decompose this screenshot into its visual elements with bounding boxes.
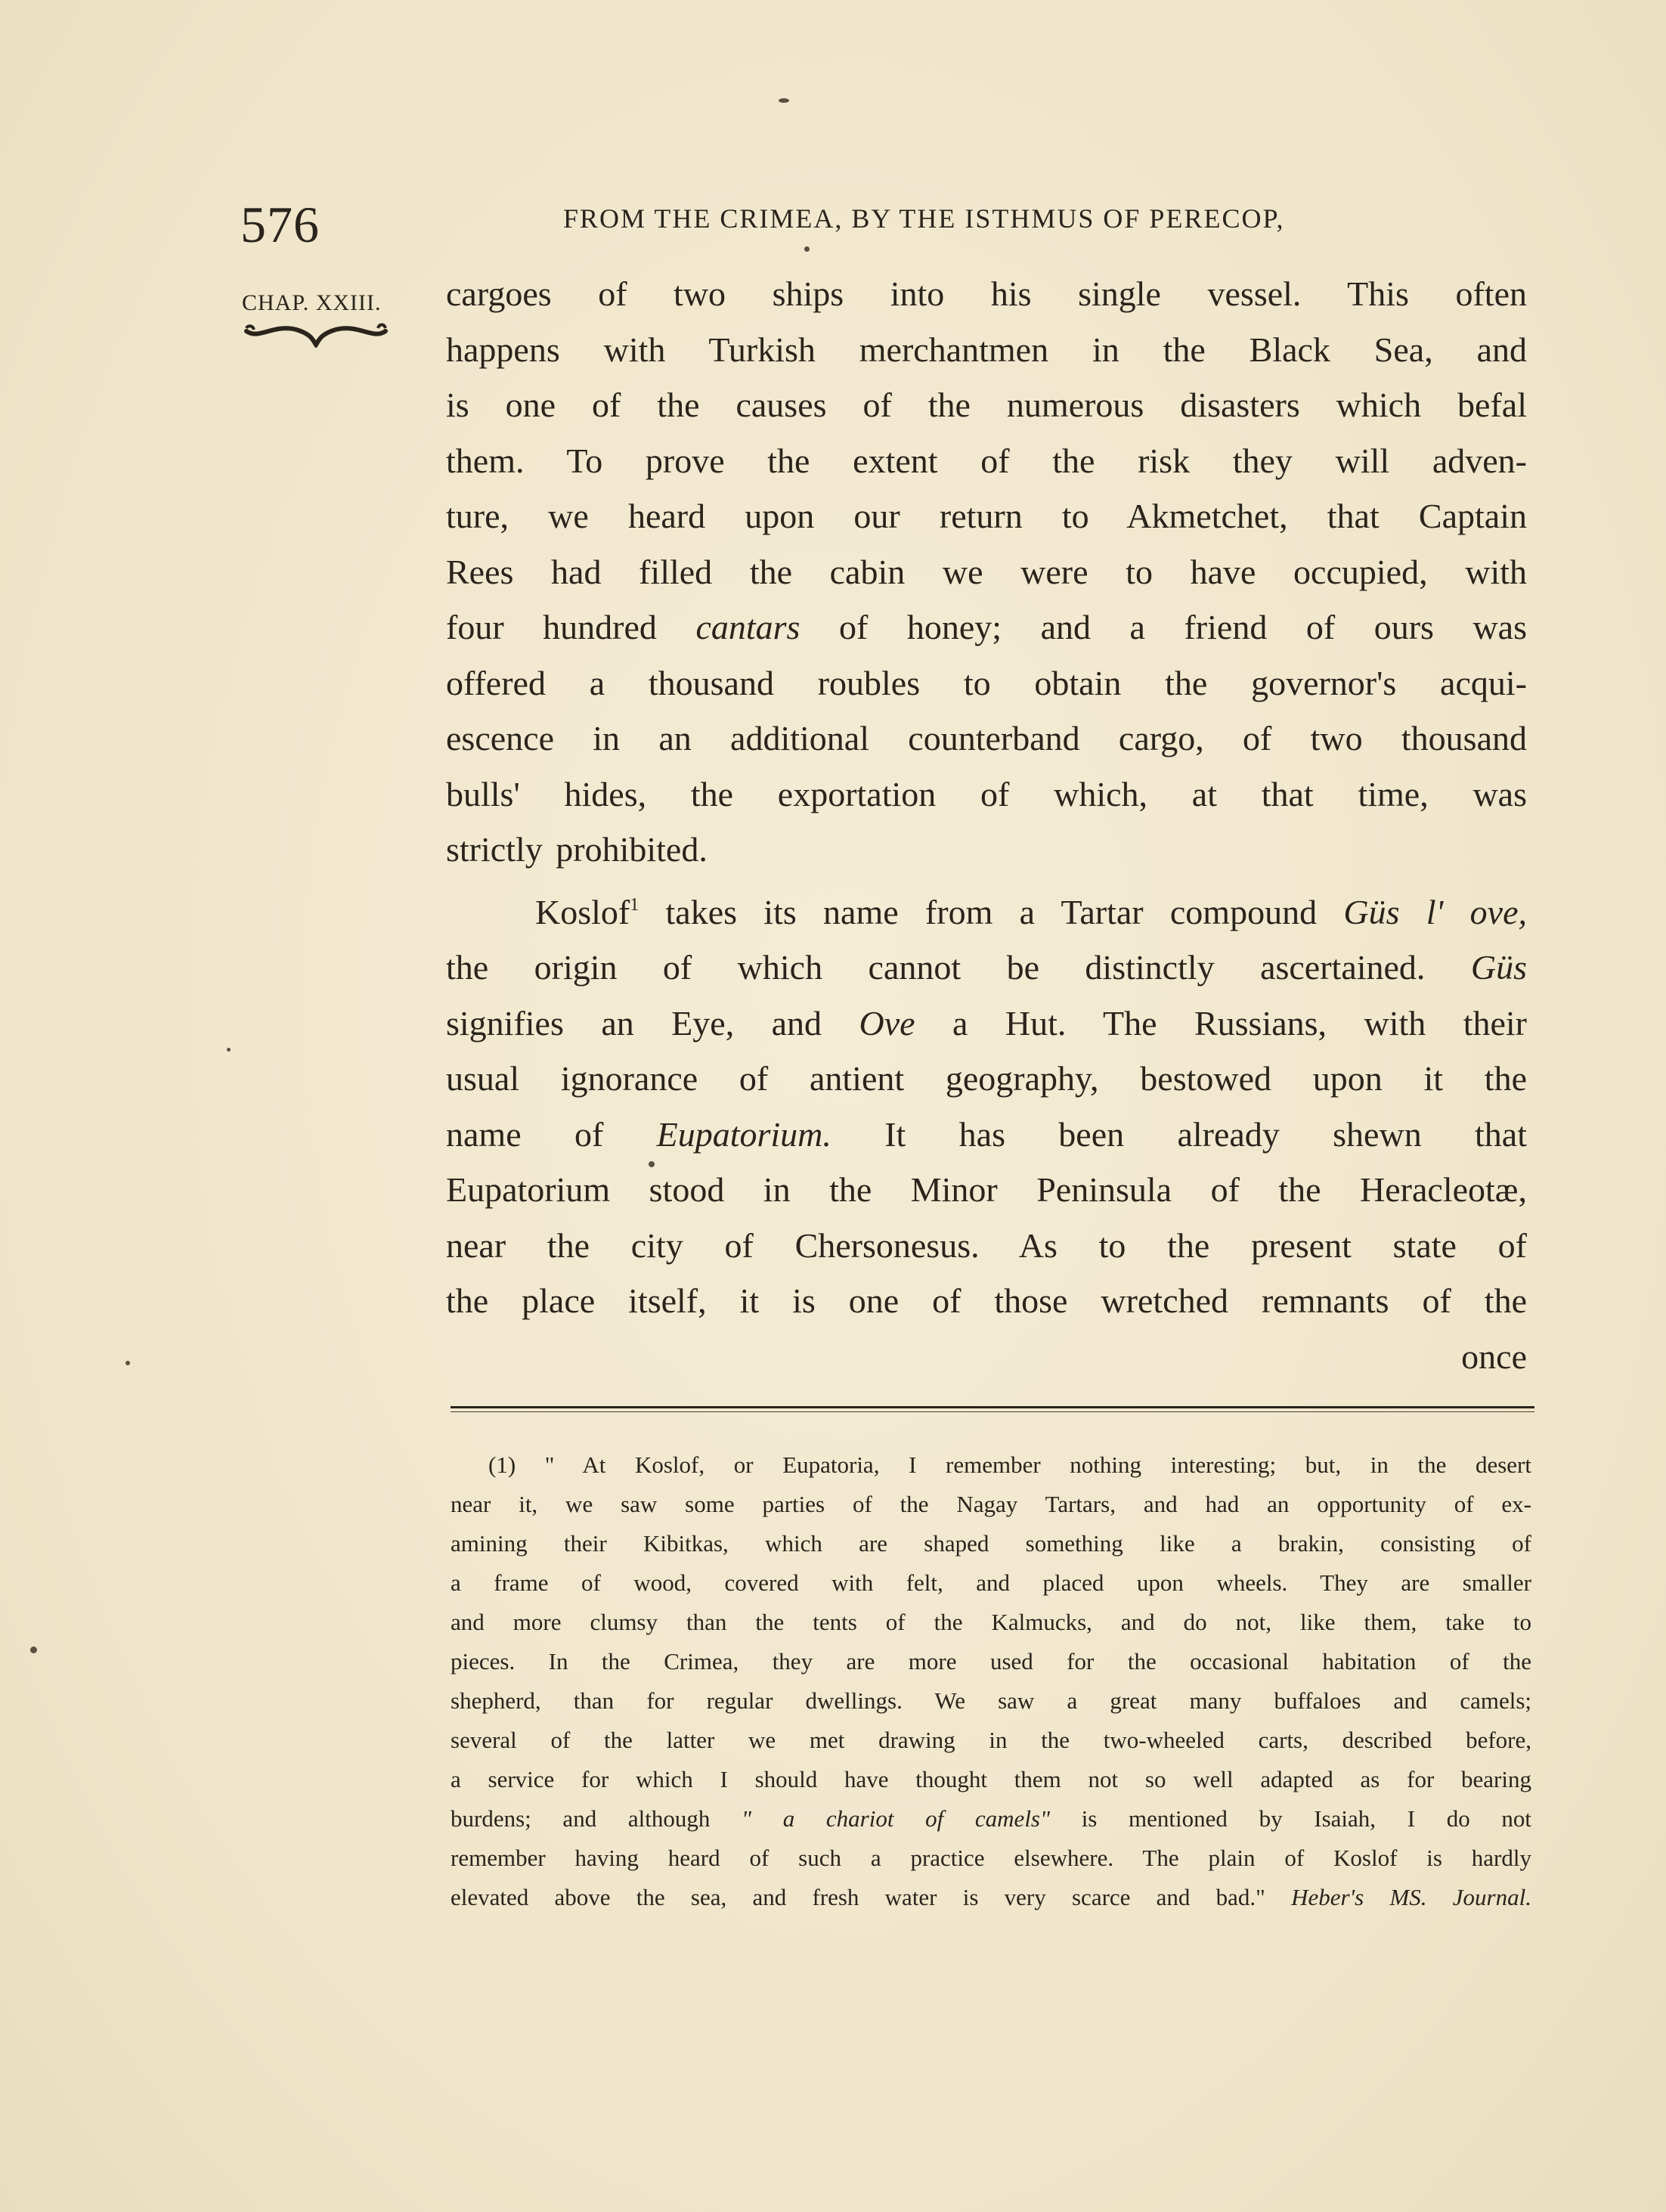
footnote — [451, 1445, 1531, 1917]
text-line: strictly prohibited. — [446, 830, 708, 869]
paragraph-1 — [446, 266, 1527, 878]
text-line: happens with Turkish merchantmen in the Black Sea, and — [446, 330, 1527, 369]
text-line: Rees had filled the cabin we were to have occupied, with — [446, 552, 1527, 591]
text-run: Koslof — [535, 892, 630, 931]
footnote-line: amining their Kibitkas, which are shaped something like a brakin, consisting of — [451, 1530, 1531, 1557]
text-line: is one of the causes of the numerous disasters which befal — [446, 386, 1527, 424]
text-line: them. To prove the extent of the risk they will adven- — [446, 441, 1527, 480]
footnote-line: (1) " At Koslof, or Eupatoria, I remember nothing interesting; but, in the desert — [488, 1451, 1531, 1478]
chapter-ornament-icon — [243, 318, 389, 348]
text-run: burdens; and although — [451, 1805, 742, 1832]
footnote-line: and more clumsy than the tents of the Kalmucks, and do not, like them, take to — [451, 1609, 1531, 1635]
text-line: Eupatorium stood in the Minor Peninsula of the Heracleotæ, — [446, 1170, 1527, 1209]
footnote-line: near it, we saw some parties of the Nagay Tartars, and had an opportunity of ex- — [451, 1491, 1531, 1517]
paper-speck — [30, 1647, 37, 1653]
footnote-line: a service for which I should have thought them not so well adapted as for bearing — [451, 1766, 1531, 1792]
footnote-line: pieces. In the Crimea, they are more used for the occasional habitation of the — [451, 1648, 1531, 1674]
text-line — [446, 599, 1527, 655]
footnote-line: remember having heard of such a practice elsewhere. The plain of Koslof is hardly — [451, 1845, 1531, 1871]
text-run: a Hut. The Russians, with their — [915, 1003, 1528, 1042]
italic-quote: " a chariot of camels" — [742, 1805, 1051, 1832]
text-run: signifies an Eye, and — [446, 1003, 859, 1042]
paper-speck — [227, 1048, 231, 1052]
footnote-line: a frame of wood, covered with felt, and placed upon wheels. They are smaller — [451, 1569, 1531, 1596]
italic-term: Güs l' ove, — [1343, 892, 1527, 931]
text-line — [446, 996, 1527, 1052]
italic-term: Güs — [1470, 948, 1527, 987]
paper-speck — [804, 246, 810, 252]
italic-term: cantars — [695, 608, 800, 646]
text-line — [446, 940, 1527, 996]
text-run: four hundred — [446, 608, 696, 646]
text-run: elevated above the sea, and fresh water is very scarce and bad." — [451, 1884, 1292, 1910]
text-run: It has been already shewn that — [831, 1114, 1527, 1154]
text-line: escence in an additional counterband cargo, of two thousand — [446, 719, 1527, 757]
footnote-marker: 1 — [630, 894, 639, 915]
text-line: cargoes of two ships into his single vessel. This often — [446, 274, 1527, 313]
text-line: usual ignorance of antient geography, bestowed upon it the — [446, 1059, 1527, 1098]
catchword: once — [1461, 1337, 1527, 1376]
italic-term: Eupatorium. — [656, 1114, 831, 1154]
text-line: bulls' hides, the exportation of which, at that time, was — [446, 774, 1527, 813]
footnote-rule-thin — [451, 1411, 1534, 1412]
text-run: of honey; and a friend of ours was — [800, 608, 1528, 646]
text-line: near the city of Chersonesus. As to the present state of — [446, 1225, 1527, 1265]
text-run: is mentioned by Isaiah, I do not — [1050, 1805, 1531, 1832]
text-line: ture, we heard upon our return to Akmetchet, that Captain — [446, 497, 1527, 535]
italic-term: Ove — [859, 1003, 915, 1042]
footnote-line — [451, 1878, 1531, 1917]
chapter-label: CHAP. XXIII. — [242, 290, 382, 315]
text-line — [446, 1107, 1527, 1163]
text-line: offered a thousand roubles to obtain the governor's acqui- — [446, 663, 1527, 702]
body-text — [446, 266, 1527, 1384]
citation: Heber's MS. Journal. — [1291, 1884, 1531, 1910]
text-line: the place itself, it is one of those wretched remnants of the — [446, 1281, 1527, 1320]
footnote-line — [451, 1799, 1531, 1839]
page-number: 576 — [240, 196, 320, 253]
text-line — [446, 878, 1527, 940]
text-run: name of — [446, 1114, 657, 1154]
footnote-line: shepherd, than for regular dwellings. We saw a great many buffaloes and camels; — [451, 1687, 1531, 1714]
footnote-line: several of the latter we met drawing in the two-wheeled carts, described before, — [451, 1727, 1531, 1753]
running-head: FROM THE CRIMEA, BY THE ISTHMUS OF PERECOP, — [563, 203, 1285, 234]
text-run: takes its name from a Tartar compound — [639, 892, 1344, 931]
footnote-rule — [451, 1406, 1534, 1408]
paragraph-2 — [446, 878, 1527, 1385]
paper-speck — [779, 98, 789, 103]
paper-speck — [649, 1161, 655, 1167]
paper-speck — [125, 1361, 130, 1365]
text-run: the origin of which cannot be distinctly ascertained. — [446, 948, 1471, 987]
